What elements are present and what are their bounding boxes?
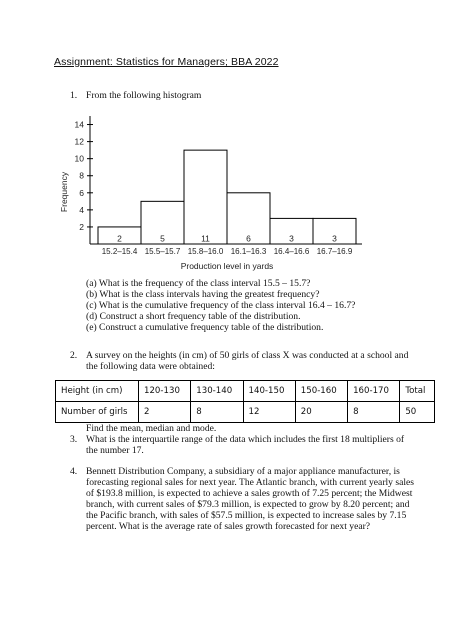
page-title: Assignment: Statistics for Managers; BBA 2022 xyxy=(54,56,279,68)
question-4-line: branch, with current sales of $79.3 million, is expected to grow by 8.20 percent; and xyxy=(86,499,410,510)
bar-data-label: 3 xyxy=(289,233,294,244)
table-row xyxy=(56,402,435,423)
x-axis-label: Production level in yards xyxy=(180,261,274,271)
histogram-chart xyxy=(56,112,376,274)
table-cell: 140-150 xyxy=(243,381,295,402)
y-tick-label: 8 xyxy=(79,170,84,181)
table-cell: 50 xyxy=(400,402,435,423)
question-1-part-b: (b) What is the class intervals having the greatest frequency? xyxy=(86,289,320,300)
question-4-number: 4. xyxy=(70,466,78,477)
table-cell: Height (in cm) xyxy=(56,381,139,402)
heights-table xyxy=(55,380,435,423)
y-tick-label: 10 xyxy=(74,153,84,164)
table-cell: 150-160 xyxy=(295,381,347,402)
bar-data-label: 2 xyxy=(117,233,122,244)
table-cell: 160-170 xyxy=(348,381,400,402)
table-row xyxy=(56,381,435,402)
y-tick-label: 6 xyxy=(79,187,84,198)
question-2-line-2: the following data were obtained: xyxy=(86,361,215,372)
question-3-number: 3. xyxy=(70,434,78,445)
y-tick-label: 4 xyxy=(79,204,84,215)
table-cell: 120-130 xyxy=(139,381,191,402)
question-1-part-d: (d) Construct a short frequency table of the distribution. xyxy=(86,311,301,322)
table-cell: 12 xyxy=(243,402,295,423)
question-4-line: of $193.8 million, is expected to achieve a sales growth of 7.25 percent; the Midwest xyxy=(86,488,413,499)
x-tick-label: 16.7–16.9 xyxy=(316,247,353,256)
question-2-number: 2. xyxy=(70,350,78,361)
bar-data-label: 3 xyxy=(332,233,337,244)
x-tick-label: 15.8–16.0 xyxy=(187,247,224,256)
y-tick-label: 2 xyxy=(79,221,84,232)
table-cell: 8 xyxy=(348,402,400,423)
question-1-number: 1. xyxy=(70,90,78,101)
question-3-line-2: the number 17. xyxy=(86,445,144,456)
table-cell: 2 xyxy=(139,402,191,423)
bar-data-label: 6 xyxy=(246,233,251,244)
table-cell: Total xyxy=(400,381,435,402)
x-tick-label: 15.2–15.4 xyxy=(101,247,138,256)
question-4-line: forecasting regional sales for next year. The Atlantic branch, with current yearly sales xyxy=(86,477,415,488)
question-1-part-c: (c) What is the cumulative frequency of the class interval 16.4 – 16.7? xyxy=(86,300,356,311)
table-cell: 130-140 xyxy=(191,381,243,402)
question-1-intro: From the following histogram xyxy=(86,90,202,101)
question-2-line-1: A survey on the heights (in cm) of 50 girls of class X was conducted at a school and xyxy=(86,350,409,361)
question-1-part-e: (e) Construct a cumulative frequency table of the distribution. xyxy=(86,322,324,333)
histogram-bar xyxy=(184,150,227,244)
question-4-line: percent. What is the average rate of sales growth forecasted for next year? xyxy=(86,521,371,532)
y-tick-label: 12 xyxy=(74,136,84,147)
question-1-part-a: (a) What is the frequency of the class interval 15.5 – 15.7? xyxy=(86,278,311,289)
y-axis-label: Frequency xyxy=(59,171,69,213)
bar-data-label: 5 xyxy=(160,233,165,244)
y-tick-label: 14 xyxy=(74,119,84,130)
bar-data-label: 11 xyxy=(201,233,210,244)
x-tick-label: 16.1–16.3 xyxy=(230,247,267,256)
question-4-line: the Pacific branch, with sales of $57.5 million, is expected to increase sales by 7.15 xyxy=(86,510,407,521)
question-4-line: Bennett Distribution Company, a subsidiary of a major appliance manufacturer, is xyxy=(86,466,400,477)
table-cell: Number of girls xyxy=(56,402,139,423)
x-tick-label: 15.5–15.7 xyxy=(144,247,181,256)
table-cell: 20 xyxy=(295,402,347,423)
x-tick-label: 16.4–16.6 xyxy=(273,247,310,256)
question-3-line-1: What is the interquartile range of the data which includes the first 18 multipliers of xyxy=(86,434,405,445)
table-cell: 8 xyxy=(191,402,243,423)
question-2-instruction: Find the mean, median and mode. xyxy=(86,423,217,434)
